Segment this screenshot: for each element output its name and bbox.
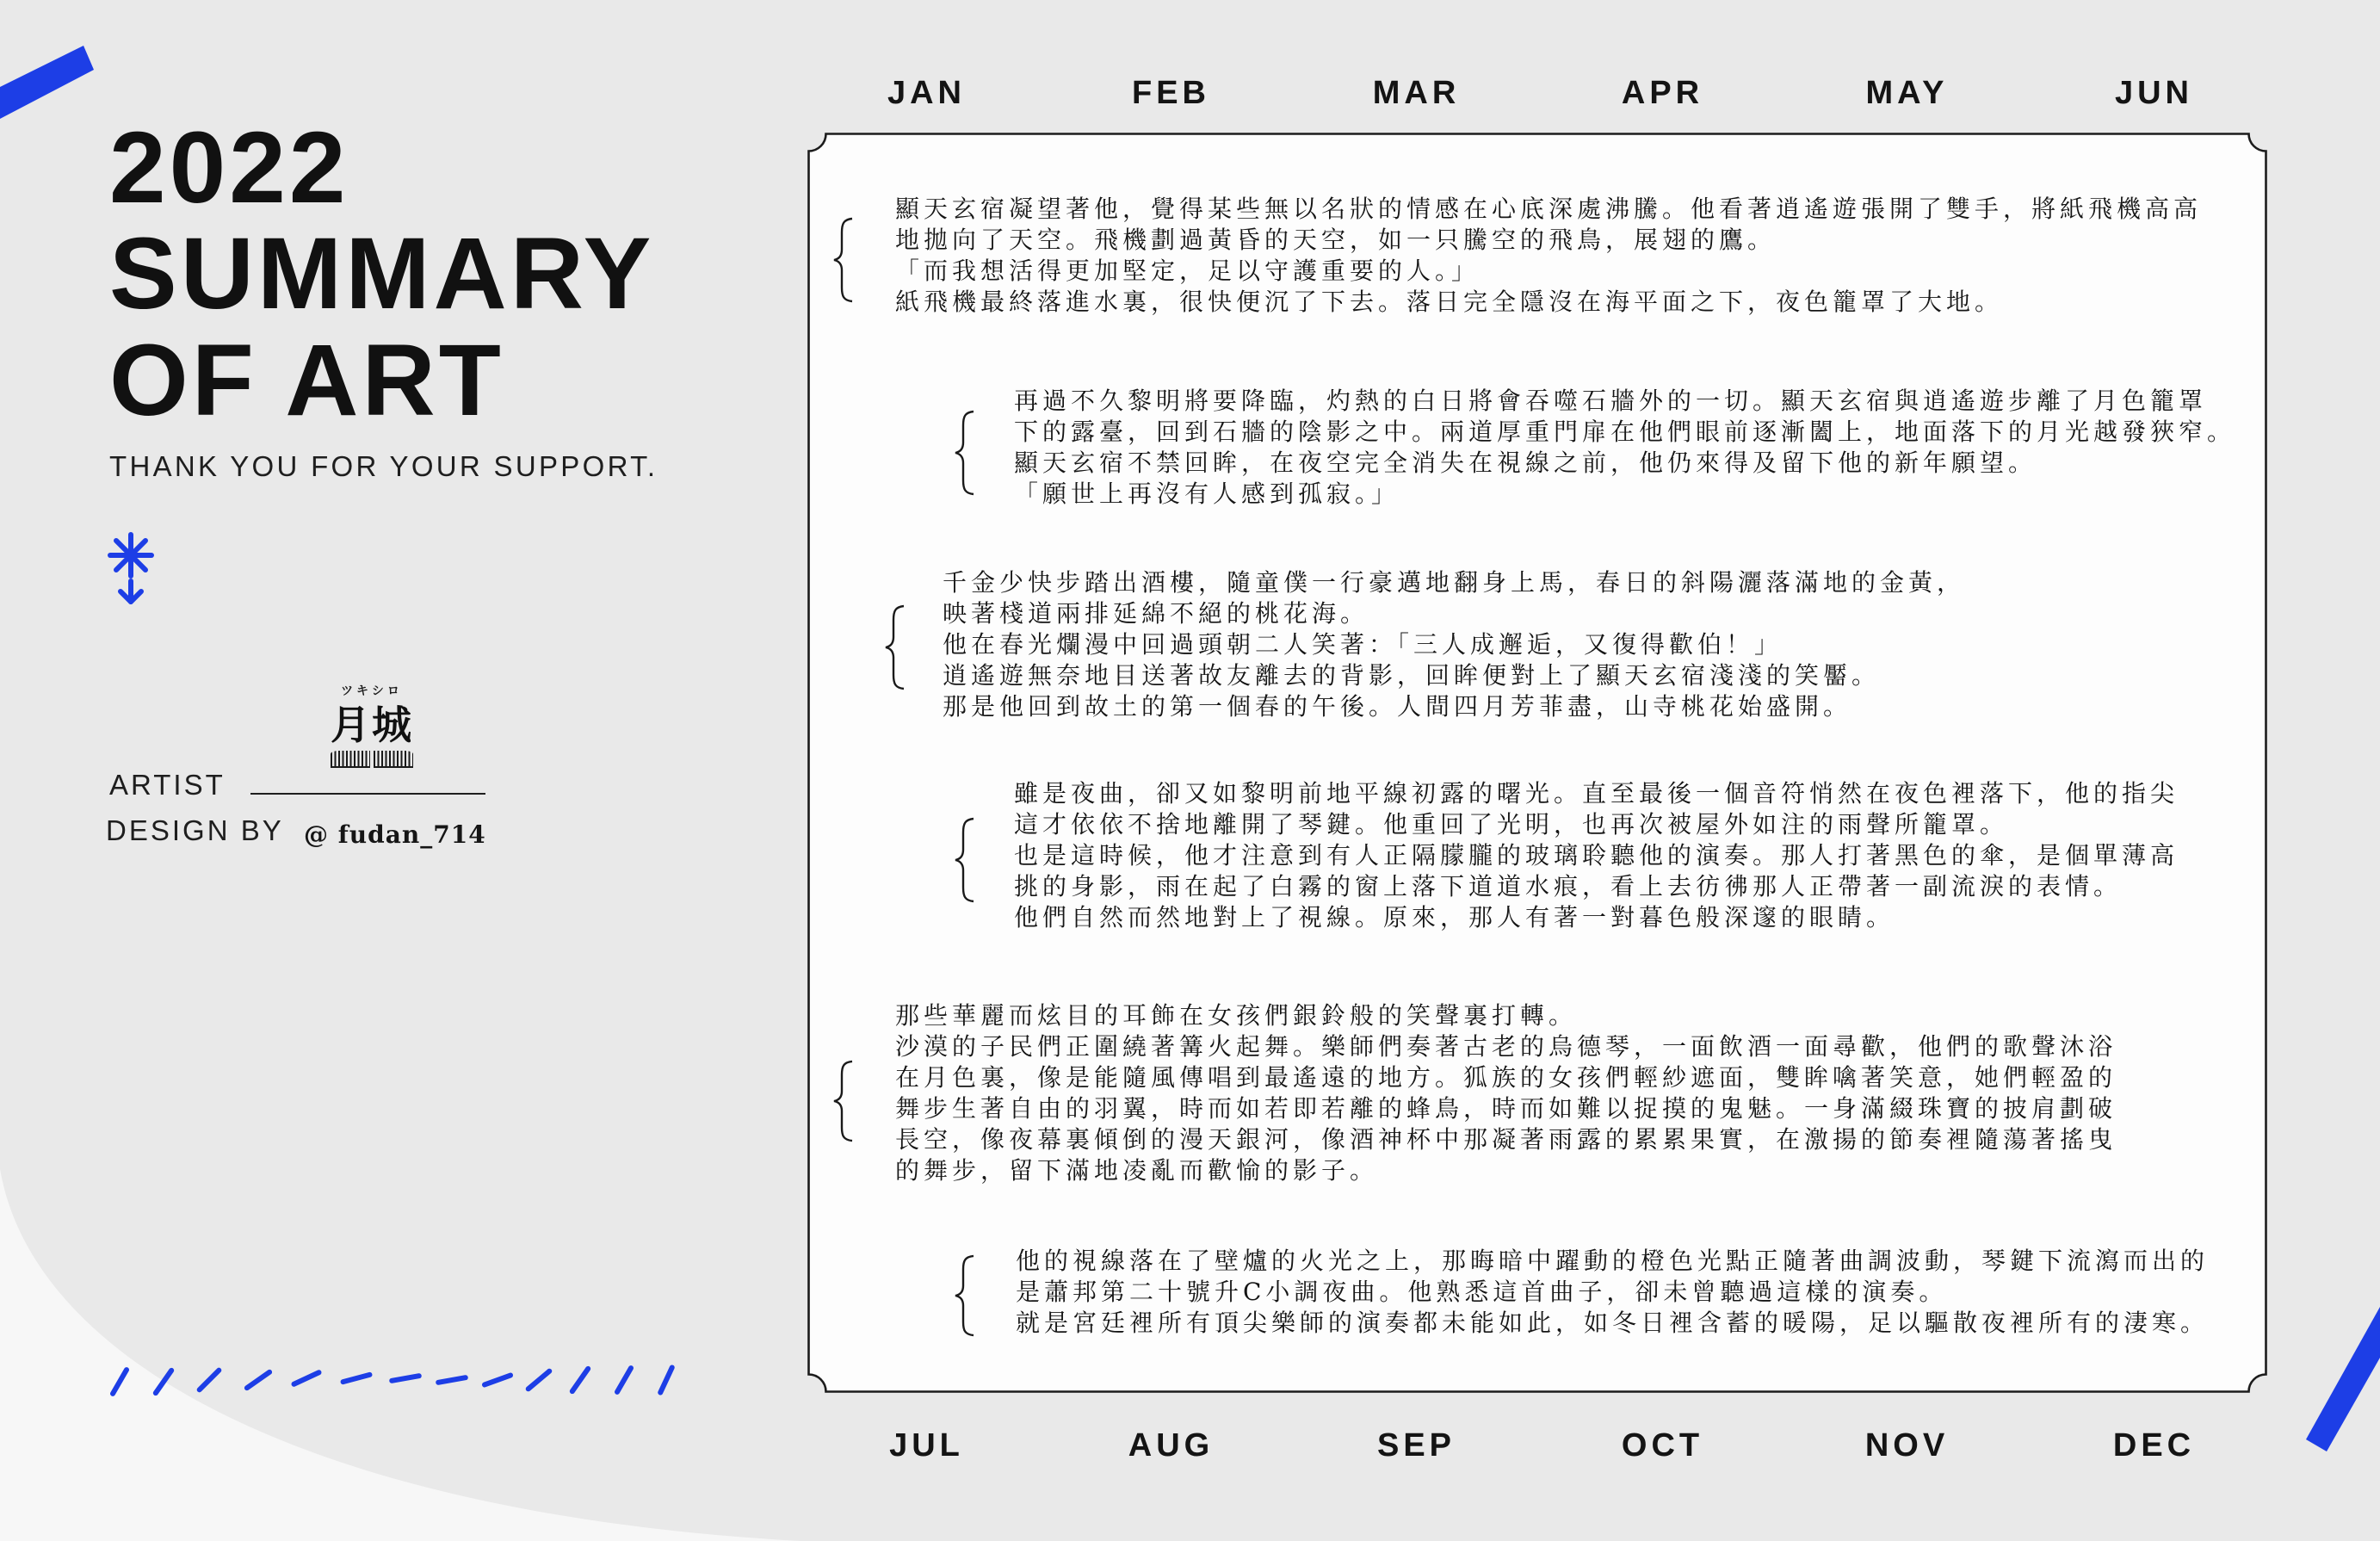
passage-line: 顯天玄宿不禁回眸，在夜空完全消失在視線之前，他仍來得及留下他的新年願望。 [1014,449,2037,477]
passage-1 [895,194,2202,318]
passage-line: 「而我想活得更加堅定，足以守護重要的人。」 [895,257,1481,285]
passage-line: 「願世上再沒有人感到孤寂。」 [1014,480,1400,508]
passage-line: 舞步生著自由的羽翼，時而如若即若離的蜂鳥，時而如難以捉摸的鬼魅。一身滿綴珠寶的披肩劃破 [895,1094,2117,1123]
passage-line: 在月色裏，像是能隨風傳唱到最遙遠的地方。狐族的女孩們輕紗遮面，雙眸噙著笑意，她們輕盈的 [895,1063,2117,1092]
artist-label: ARTIST [109,769,226,801]
passage-line: 那是他回到故土的第一個春的午後。人間四月芳菲盡，山寺桃花始盛開。 [943,692,1852,721]
curly-brace-icon [953,410,977,496]
passage-line: 千金少快步踏出酒樓，隨童僕一行豪邁地翻身上馬，春日的斜陽灑落滿地的金黃， [943,568,1966,597]
month-label-jun: JUN [2114,75,2194,111]
curly-brace-icon [831,217,856,303]
title-summary: SUMMARY [109,217,655,331]
passage-line: 下的露臺，回到石牆的陰影之中。兩道厚重門扉在他們眼前逐漸闔上，地面落下的月光越發狹窄。 [1014,418,2236,446]
passage-line: 映著棧道兩排延綿不絕的桃花海。 [943,599,1369,628]
curly-brace-icon [883,604,907,690]
curly-brace-icon [953,817,977,903]
passage-line: 也是這時候，他才注意到有人正隔朦朧的玻璃聆聽他的演奏。那人打著黑色的傘，是個單薄高 [1014,841,2179,870]
passage-line: 的舞步，留下滿地凌亂而歡愉的影子。 [895,1156,1379,1185]
month-label-sep: SEP [1376,1427,1456,1464]
curly-brace-icon [953,1254,977,1337]
passage-line: 逍遙遊無奈地目送著故友離去的背影，回眸便對上了顯天玄宿淺淺的笑靨。 [943,661,1881,690]
title-year: 2022 [109,111,349,225]
passage-line: 挑的身影，雨在起了白霧的窗上落下道道水痕，看上去彷彿那人正帶著一副流淚的表情。 [1014,872,2123,900]
passage-line: 顯天玄宿凝望著他，覺得某些無以名狀的情感在心底深處沸騰。他看著逍遙遊張開了雙手，將紙飛機高高 [895,195,2203,223]
passage-line: 雖是夜曲，卻又如黎明前地平線初露的曙光。直至最後一個音符悄然在夜色裡落下，他的指尖 [1014,779,2179,808]
text-panel-frame [807,133,2267,1393]
passage-line: 這才依依不捨地離開了琴鍵。他重回了光明，也再次被屋外如注的雨聲所籠罩。 [1014,810,2009,839]
logo-kana: ツキシロ [341,684,403,698]
month-label-feb: FEB [1132,75,1210,111]
book-stripes-icon [331,751,370,768]
design-by-label: DESIGN BY [106,814,284,846]
passage-line: 他們自然而然地對上了視線。原來，那人有著一對暮色般深邃的眼睛。 [1014,903,1895,931]
month-label-jan: JAN [887,75,967,111]
month-label-dec: DEC [2112,1427,2196,1464]
passage-line: 沙漠的子民們正圍繞著篝火起舞。樂師們奏著古老的烏德琴，一面飲酒一面尋歡，他們的歌聲沐浴 [895,1032,2117,1061]
title-of-art: OF ART [109,324,504,437]
month-label-apr: APR [1621,75,1704,111]
passage-line: 地拋向了天空。飛機劃過黃昏的天空，如一只騰空的飛鳥，展翅的鷹。 [895,226,1777,254]
passage-line: 是蕭邦第二十號升C小調夜曲。他熟悉這首曲子，卻未曾聽過這樣的演奏。 [1016,1278,1948,1306]
book-stripes-icon [374,751,413,768]
month-label-oct: OCT [1621,1427,1704,1464]
tagline: THANK YOU FOR YOUR SUPPORT. [109,450,658,482]
logo-kanji: 月城 [331,702,413,748]
passage-5 [895,1000,2117,1186]
curly-brace-icon [831,1060,856,1142]
passage-line: 那些華麗而炫目的耳飾在女孩們銀鈴般的笑聲裏打轉。 [895,1001,1578,1030]
artist-logo [324,684,420,770]
passage-line: 他的視線落在了壁爐的火光之上，那晦暗中躍動的橙色光點正隨著曲調波動，琴鍵下流瀉而出的 [1016,1247,2210,1275]
passage-4 [1014,778,2179,933]
passage-2 [1014,386,2235,510]
passage-3 [943,567,1965,722]
passage-line: 再過不久黎明將要降臨，灼熱的白日將會吞噬石牆外的一切。顯天玄宿與逍遙遊步離了月色籠罩 [1014,387,2208,415]
passage-line: 他在春光爛漫中回過頭朝二人笑著：「三人成邂逅，又復得歡伯！」 [943,630,1783,659]
month-label-mar: MAR [1372,75,1461,111]
designer-handle: @ fudan_714 [304,820,486,849]
month-label-aug: AUG [1128,1427,1215,1464]
month-label-nov: NOV [1864,1427,1950,1464]
asterisk-arrow-icon [102,529,160,609]
passage-line: 紙飛機最終落進水裏，很快便沉了下去。落日完全隱沒在海平面之下，夜色籠罩了大地。 [895,288,2004,316]
passage-line: 長空，像夜幕裏傾倒的漫天銀河，像酒神杯中那凝著雨露的累累果實，在激揚的節奏裡隨蕩著搖曳 [895,1125,2117,1154]
passage-line: 就是宮廷裡所有頂尖樂師的演奏都未能如此，如冬日裡含蓄的暖陽，足以驅散夜裡所有的淒寒。 [1016,1309,2210,1337]
month-label-may: MAY [1865,75,1949,111]
passage-6 [1016,1246,2209,1339]
month-label-jul: JUL [889,1427,964,1464]
artist-name-line [250,793,485,795]
